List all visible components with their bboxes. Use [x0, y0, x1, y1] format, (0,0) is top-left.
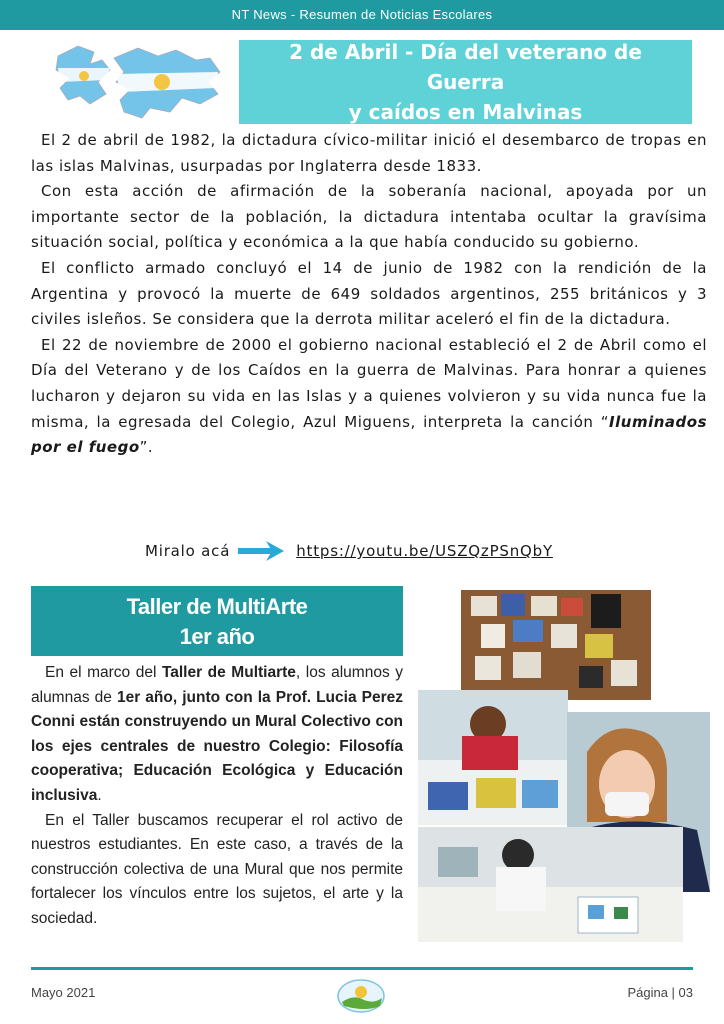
taller-highlight: 1er año, junto con la Prof. Lucia Perez Conni están construyendo un Mural Colectivo con los ejes centrales de nuestro Colegio: Filosofía cooperativa; Educación Ecológica y Educación inclusiva [31, 688, 403, 804]
students-working-photo [418, 827, 683, 942]
footer-date: Mayo 2021 [31, 985, 96, 1000]
student-drawing-photo [418, 690, 568, 825]
article-paragraph-1: El 2 de abril de 1982, la dictadura cívico-militar inició el desembarco de tropas en las islas Malvinas, usurpadas por Inglaterra desde 1833. [31, 131, 707, 175]
arrow-right-icon [236, 539, 286, 563]
article-title-line2: y caídos en Malvinas [348, 100, 583, 124]
taller-paragraph-2: En el Taller buscamos recuperar el rol activo de nuestros estudiantes. En este caso, a través de la construcción colectiva de una Mural que nos permite fortalecer los vínculos entre los sujetos, el arte y la sociedad. [31, 811, 403, 927]
taller-title [31, 586, 403, 656]
video-link-row [145, 536, 553, 566]
taller-title-line2: 1er año [179, 624, 255, 649]
newsletter-header: NT News - Resumen de Noticias Escolares [0, 0, 724, 30]
article-paragraph-4 [31, 333, 707, 461]
taller-name: Taller de Multiarte [161, 664, 296, 681]
taller-text: En el marco del [45, 664, 162, 681]
article-title [239, 40, 692, 124]
article-body [31, 128, 707, 461]
footer-page-number: Página | 03 [627, 985, 693, 1000]
mural-photo [461, 590, 651, 700]
article-paragraph-4-start: El 22 de noviembre de 2000 el gobierno nacional estableció el 2 de Abril como el Día del Veterano y de los Caídos en la guerra de Malvinas. Para honrar a quienes lucharon y dejaron su vida en las Islas y a quienes volvieron y su vida nunca fue la misma, la egresada del Colegio, Azul Miguens, interpreta la canción “ [31, 335, 707, 431]
article-title-line1: 2 de Abril - Día del veterano de Guerra [289, 40, 642, 94]
video-link-label: Miralo acá [145, 542, 231, 560]
taller-text: . [97, 786, 102, 804]
taller-body [31, 661, 403, 932]
taller-text: , los alumnos y alumnas de [31, 664, 403, 706]
article-paragraph-2: Con esta acción de afirmación de la soberanía nacional, apoyada por un importante sector de la población, la dictadura intentaba ocultar la gravísima situación social, política y económica a la que había conducido su gobierno. [31, 182, 707, 252]
article-paragraph-4-end: ”. [139, 438, 154, 457]
article-paragraph-3: El conflicto armado concluyó el 14 de junio de 1982 con la rendición de la Argentina y provocó la muerte de 649 soldados argentinos, 255 británicos y 3 civiles isleños. Se considera que la derrota militar aceleró el fin de la dictadura. [31, 258, 707, 329]
school-logo-icon [336, 978, 386, 1014]
malvinas-map-icon [50, 38, 230, 124]
taller-paragraph-1 [31, 661, 403, 809]
footer-divider [31, 967, 693, 970]
taller-title-line1: Taller de MultiArte [126, 594, 308, 619]
video-link[interactable]: https://youtu.be/USZQzPSnQbY [296, 542, 553, 560]
song-title: Iluminados por el fuego [31, 412, 707, 457]
